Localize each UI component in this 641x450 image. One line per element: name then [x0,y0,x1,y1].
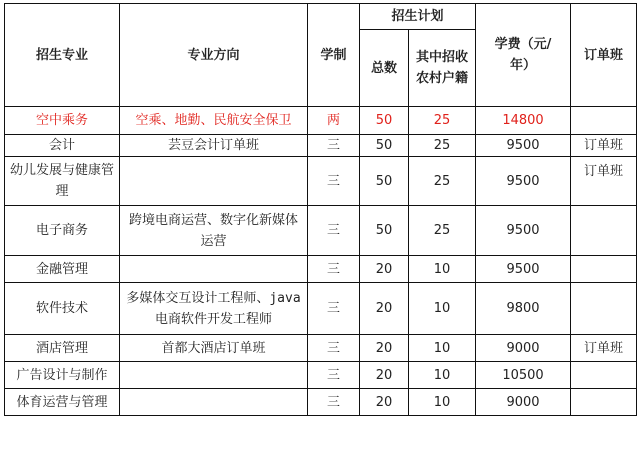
header-direction: 专业方向 [120,4,308,107]
table-row [5,206,637,256]
cell-duration: 三 [308,362,360,389]
cell-total: 20 [360,362,409,389]
cell-total: 20 [360,283,409,335]
header-tuition: 学费（元/年） [476,4,571,107]
cell-rural: 10 [409,335,476,362]
cell-rural: 10 [409,389,476,416]
cell-tuition: 9000 [476,389,571,416]
table-row [5,107,637,135]
table-row [5,362,637,389]
table-row [5,283,637,335]
cell-total: 20 [360,389,409,416]
table-row [5,256,637,283]
cell-direction: 首都大酒店订单班 [120,335,308,362]
cell-total: 20 [360,335,409,362]
cell-rural: 25 [409,107,476,135]
cell-total: 50 [360,157,409,206]
table-row [5,157,637,206]
direction-part: 多媒体交互设计工程师、 [126,290,270,306]
cell-duration: 三 [308,283,360,335]
header-total: 总数 [360,30,409,107]
direction-part: 电商软件开发工程师 [154,311,272,327]
header-major: 招生专业 [5,4,120,107]
cell-tuition: 9000 [476,335,571,362]
cell-direction: 跨境电商运营、数字化新媒体运营 [120,206,308,256]
cell-major: 幼儿发展与健康管理 [5,157,120,206]
cell-rural: 10 [409,362,476,389]
header-order-class: 订单班 [571,4,637,107]
direction-part-java: java [269,290,301,306]
cell-tuition: 10500 [476,362,571,389]
cell-order [571,283,637,335]
cell-direction [120,256,308,283]
cell-duration: 三 [308,335,360,362]
cell-order [571,107,637,135]
header-row [5,4,637,30]
cell-order [571,256,637,283]
enrollment-plan-table [4,3,637,416]
cell-total: 50 [360,135,409,157]
cell-total: 20 [360,256,409,283]
cell-tuition: 9800 [476,283,571,335]
cell-major: 空中乘务 [5,107,120,135]
cell-tuition: 14800 [476,107,571,135]
header-rural: 其中招收农村户籍 [409,30,476,107]
cell-direction: 芸豆会计订单班 [120,135,308,157]
cell-duration: 三 [308,135,360,157]
cell-rural: 10 [409,283,476,335]
cell-duration: 三 [308,157,360,206]
cell-total: 50 [360,206,409,256]
cell-duration: 三 [308,256,360,283]
cell-major: 体育运营与管理 [5,389,120,416]
cell-tuition: 9500 [476,256,571,283]
cell-tuition: 9500 [476,206,571,256]
cell-rural: 25 [409,135,476,157]
cell-tuition: 9500 [476,157,571,206]
cell-major: 会计 [5,135,120,157]
cell-direction [120,362,308,389]
cell-direction [120,157,308,206]
header-plan: 招生计划 [360,4,476,30]
cell-duration: 三 [308,206,360,256]
cell-major: 酒店管理 [5,335,120,362]
cell-order: 订单班 [571,335,637,362]
header-duration: 学制 [308,4,360,107]
cell-direction [120,389,308,416]
cell-order [571,206,637,256]
cell-order: 订单班 [571,157,637,206]
cell-duration: 三 [308,389,360,416]
table-row [5,335,637,362]
cell-direction [120,283,308,335]
cell-duration: 两 [308,107,360,135]
table-row [5,135,637,157]
table-row [5,389,637,416]
cell-order: 订单班 [571,135,637,157]
cell-tuition: 9500 [476,135,571,157]
cell-total: 50 [360,107,409,135]
cell-order [571,362,637,389]
cell-major: 金融管理 [5,256,120,283]
cell-major: 广告设计与制作 [5,362,120,389]
cell-major: 电子商务 [5,206,120,256]
cell-direction: 空乘、地勤、民航安全保卫 [120,107,308,135]
cell-rural: 25 [409,157,476,206]
cell-order [571,389,637,416]
cell-rural: 10 [409,256,476,283]
cell-major: 软件技术 [5,283,120,335]
cell-rural: 25 [409,206,476,256]
